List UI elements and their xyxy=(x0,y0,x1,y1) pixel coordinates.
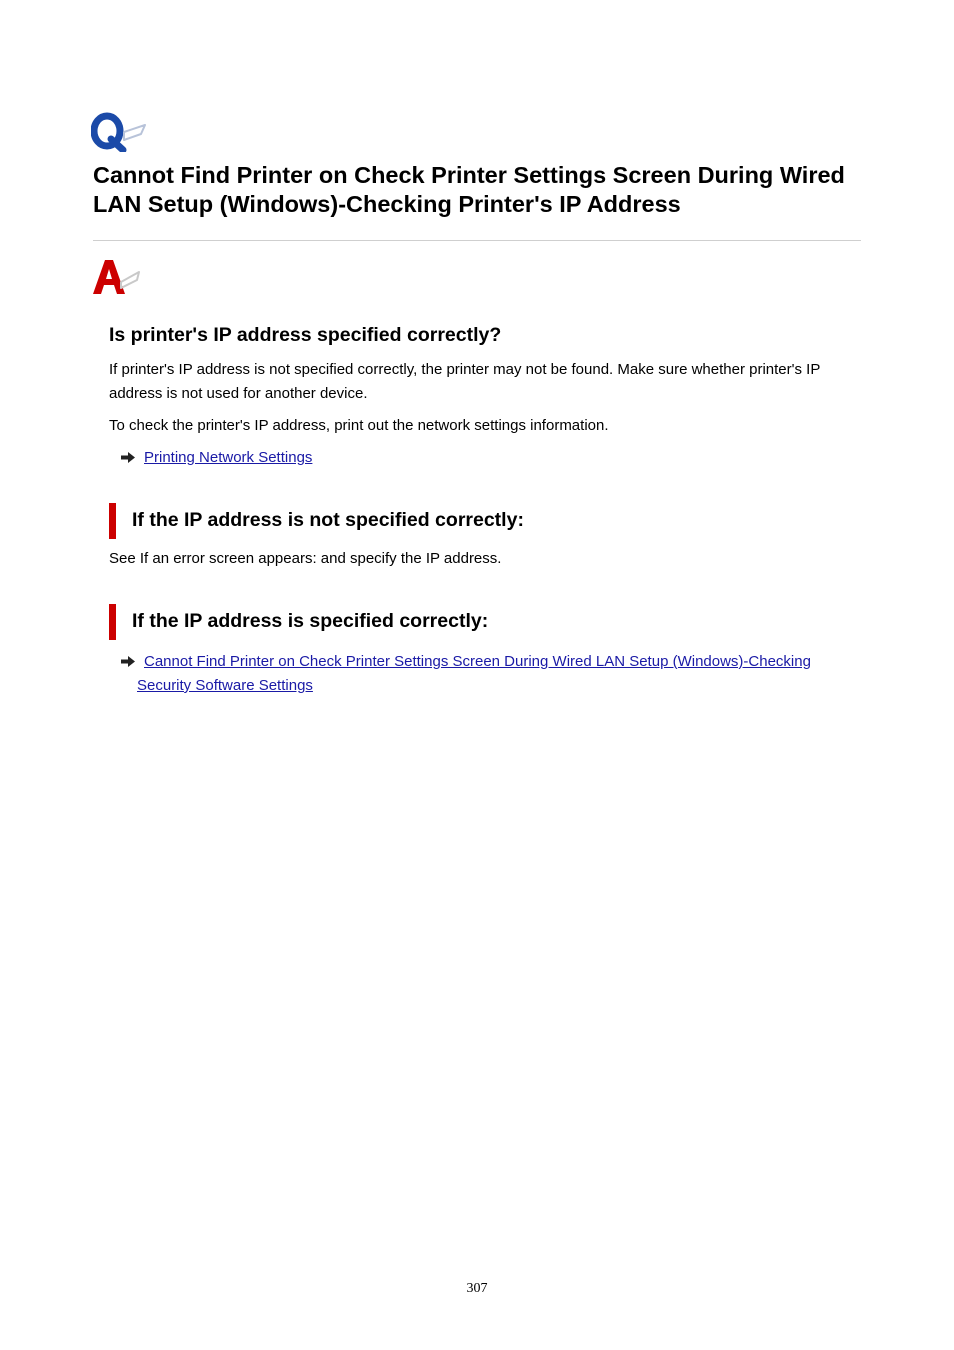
arrow-right-icon xyxy=(121,452,135,463)
security-software-settings-link[interactable]: Cannot Find Printer on Check Printer Settings Screen During Wired LAN Setup (Windows)-Checking Security Software Settings xyxy=(137,653,811,694)
paragraph-ip-not-specified: If printer's IP address is not specified correctly, the printer may not be found. Make sure whether printer's IP address is not used for another device. xyxy=(109,361,821,402)
question-heading: Is printer's IP address specified correctly? xyxy=(109,324,502,346)
divider xyxy=(93,240,861,241)
page-number: 307 xyxy=(466,1281,488,1296)
link-item-security-software-settings xyxy=(137,650,861,698)
arrow-right-icon xyxy=(121,656,135,667)
printing-network-settings-link[interactable]: Printing Network Settings xyxy=(144,449,313,466)
paragraph-see-error-screen: See If an error screen appears: and specify the IP address. xyxy=(109,550,502,567)
red-accent-bar xyxy=(109,503,116,539)
red-accent-bar xyxy=(109,604,116,640)
question-q-icon xyxy=(91,112,147,152)
section-heading-not-correct-label: If the IP address is not specified correctly: xyxy=(132,509,524,531)
section-heading-correct-label: If the IP address is specified correctly: xyxy=(132,610,489,632)
link-item-printing-network-settings xyxy=(121,446,312,470)
answer-a-icon xyxy=(91,258,141,296)
paragraph-check-ip: To check the printer's IP address, print out the network settings information. xyxy=(109,417,609,434)
page-title: Cannot Find Printer on Check Printer Settings Screen During Wired LAN Setup (Windows)-Checking Printer's IP Address xyxy=(93,162,845,217)
